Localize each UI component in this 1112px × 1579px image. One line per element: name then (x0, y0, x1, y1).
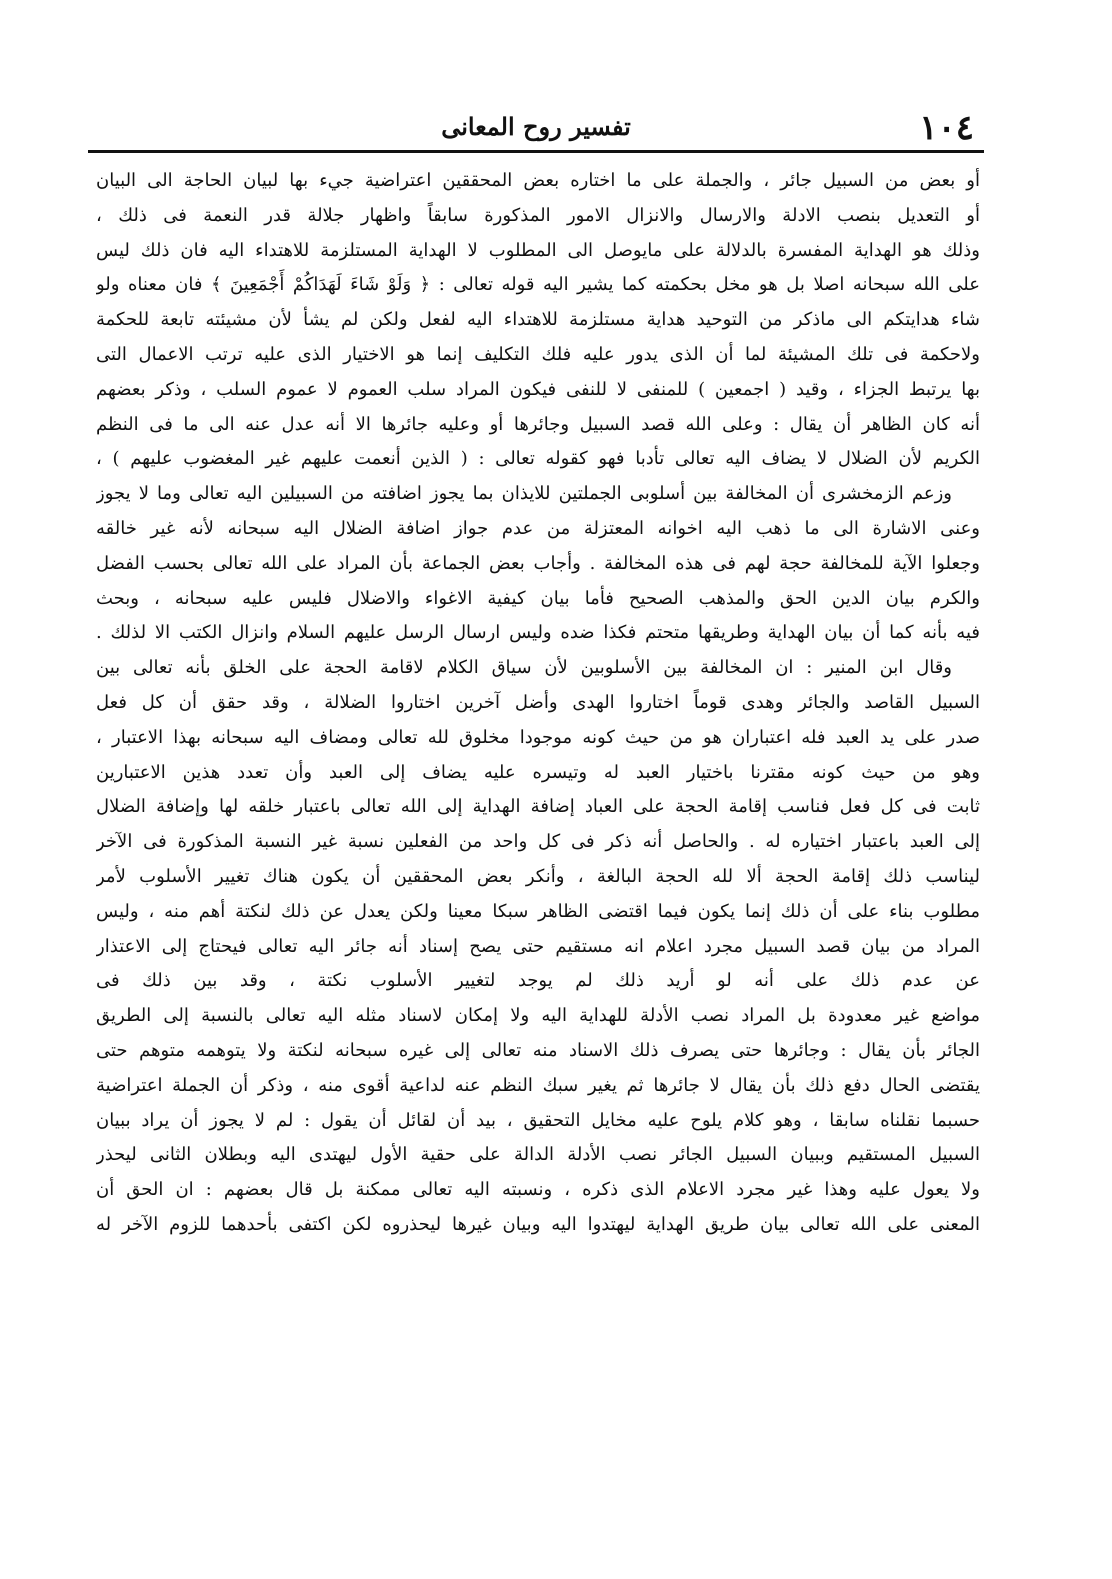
text-line: السبيل القاصد والجائر وهدى قوماً اختاروا الهدى وأضل آخرين اختاروا الضلالة ، وقد حقق أن كل فعل (96, 691, 980, 713)
text-line: أنه كان الظاهر أن يقال : وعلى الله قصد السبيل وجائرها أو وعليه جائرها الا أنه عدل عنه الى ما فى النظم (96, 413, 980, 435)
text-line: يقتضى الحال دفع ذلك بأن يقال لا جائرها ثم يغير سبك النظم عنه لداعية أقوى منه ، وذكر أن الجملة اعتراضية (96, 1074, 980, 1096)
header-rule (88, 150, 984, 153)
text-line: ليناسب ذلك إقامة الحجة ألا لله الحجة البالغة ، وأنكر بعض المحققين أن يكون هناك تغيير الأسلوب لأمر (96, 865, 980, 887)
text-line: وزعم الزمخشرى أن المخالفة بين أسلوبى الجملتين للايذان بما يجوز اضافته من السبيلين اليه تعالى وما لا يجوز (96, 483, 952, 505)
text-line: على الله سبحانه اصلا بل هو مخل بحكمته كما يشير اليه قوله تعالى : ﴿ وَلَوْ شَاءَ لَهَدَاكُمْ أَجْمَعِينَ ﴾ فان معناه ولو (96, 274, 980, 296)
page-header (88, 108, 984, 152)
text-line: السبيل المستقيم وببيان السبيل الجائر نصب الأدلة الدالة على حقية الأول ليهتدى اليه وبطلان الثانى ليحذر (96, 1144, 980, 1166)
text-line: أو التعديل بنصب الادلة والارسال والانزال الامور المذكورة سابقاً واظهار جلالة قدر النعمة فى ذلك ، (96, 204, 980, 226)
text-line: الجائر بأن يقال : وجائرها حتى يصرف ذلك الاسناد منه تعالى إلى غيره سبحانه لنكتة ولا يتوهمه متوهم حتى (96, 1039, 980, 1061)
text-line: شاء هدايتكم الى ماذكر من التوحيد هداية مستلزمة للاهتداء اليه لفعل ولكن لم يشأ لأن مشيئته تابعة للحكمة (96, 309, 980, 331)
text-line: ولاحكمة فى تلك المشيئة لما أن الذى يدور عليه فلك التكليف إنما هو الاختيار الذى عليه ترتب الاعمال التى (96, 343, 980, 365)
text-line: وقال ابن المنير : ان المخالفة بين الأسلوبين لأن سياق الكلام لاقامة الحجة على الخلق بأنه تعالى بين (96, 657, 952, 679)
text-line: صدر على يد العبد فله اعتباران هو من حيث كونه موجودا مخلوق لله تعالى ومضاف اليه سبحانه بهذا الاعتبار ، (96, 726, 980, 748)
text-line: حسبما نقلناه سابقا ، وهو كلام يلوح عليه مخايل التحقيق ، بيد أن لقائل أن يقول : لم لا يجوز أن يراد ببيان (96, 1109, 980, 1131)
text-line: المراد من بيان قصد السبيل مجرد اعلام انه مستقيم حتى يصح إسناد أنه جائر اليه تعالى فيحتاج إلى الاعتذار (96, 935, 980, 957)
text-line: فيه بأنه كما أن بيان الهداية وطريقها متحتم فكذا ضده وليس ارسال الرسل عليهم السلام وانزال الكتب الا لذلك . (96, 622, 980, 644)
text-line: بها يرتبط الجزاء ، وقيد ( اجمعين ) للمنفى لا للنفى فيكون المراد سلب العموم لا عموم السلب ، وذكر بعضهم (96, 378, 980, 400)
text-line: المعنى على الله تعالى بيان طريق الهداية ليهتدوا اليه وبيان غيرها ليحذروه لكن اكتفى بأحدهما للزوم الآخر له (96, 1213, 980, 1235)
text-line: ولا يعول عليه وهذا غير مجرد الاعلام الذى ذكره ، ونسبته اليه تعالى ممكنة بل قال بعضهم : ان الحق أن (96, 1179, 980, 1201)
page-number: ١٠٤ (919, 108, 974, 148)
text-line: وعنى الاشارة الى ما ذهب اليه اخوانه المعتزلة من عدم جواز اضافة الضلال اليه سبحانه لأنه غير خالقه (96, 517, 980, 539)
body-text (96, 164, 980, 1243)
text-line: إلى العبد باعتبار اختياره له . والحاصل أنه ذكر فى كل واحد من الفعلين نسبة غير النسبة المذكورة فى الآخر (96, 831, 980, 853)
text-line: وجعلوا الآية للمخالفة حجة لهم فى هذه المخالفة . وأجاب بعض الجماعة بأن المراد على الله تعالى بحسب الفضل (96, 552, 980, 574)
text-line: والكرم بيان الدين الحق والمذهب الصحيح فأما بيان كيفية الاغواء والاضلال فليس عليه سبحانه ، وبحث (96, 587, 980, 609)
text-line: وذلك هو الهداية المفسرة بالدلالة على مايوصل الى المطلوب لا الهداية المستلزمة للاهتداء اليه فان ذلك ليس (96, 239, 980, 261)
text-line: أو بعض من السبيل جائر ، والجملة على ما اختاره بعض المحققين اعتراضية جيء بها لبيان الحاجة الى البيان (96, 170, 980, 191)
text-line: وهو من حيث كونه مقترنا باختيار العبد له وتيسره عليه يضاف إلى العبد وأن تعدد هذين الاعتبارين (96, 761, 980, 783)
text-line: مطلوب بناء على أن ذلك إنما يكون فيما اقتضى الظاهر سبكا معينا ولكن يعدل عن ذلك لنكتة أهم منه ، وليس (96, 900, 980, 922)
text-line: الكريم لأن الضلال لا يضاف اليه تعالى تأدبا فهو كقوله تعالى : ( الذين أنعمت عليهم غير المغضوب عليهم ) ، (96, 448, 980, 470)
text-line: ثابت فى كل فعل فناسب إقامة الحجة على العباد إضافة الهداية إلى الله تعالى باعتبار خلقه لها وإضافة الضلال (96, 796, 980, 818)
text-line: مواضع غير معدودة بل المراد نصب الأدلة للهداية اليه ولا إمكان لاسناد مثله اليه تعالى بالنسبة إلى الطريق (96, 1005, 980, 1027)
running-title: تفسير روح المعانى (441, 112, 631, 141)
text-line: عن عدم ذلك على أنه لو أريد ذلك لم يوجد لتغيير الأسلوب نكتة ، وقد بين ذلك فى (96, 970, 980, 992)
